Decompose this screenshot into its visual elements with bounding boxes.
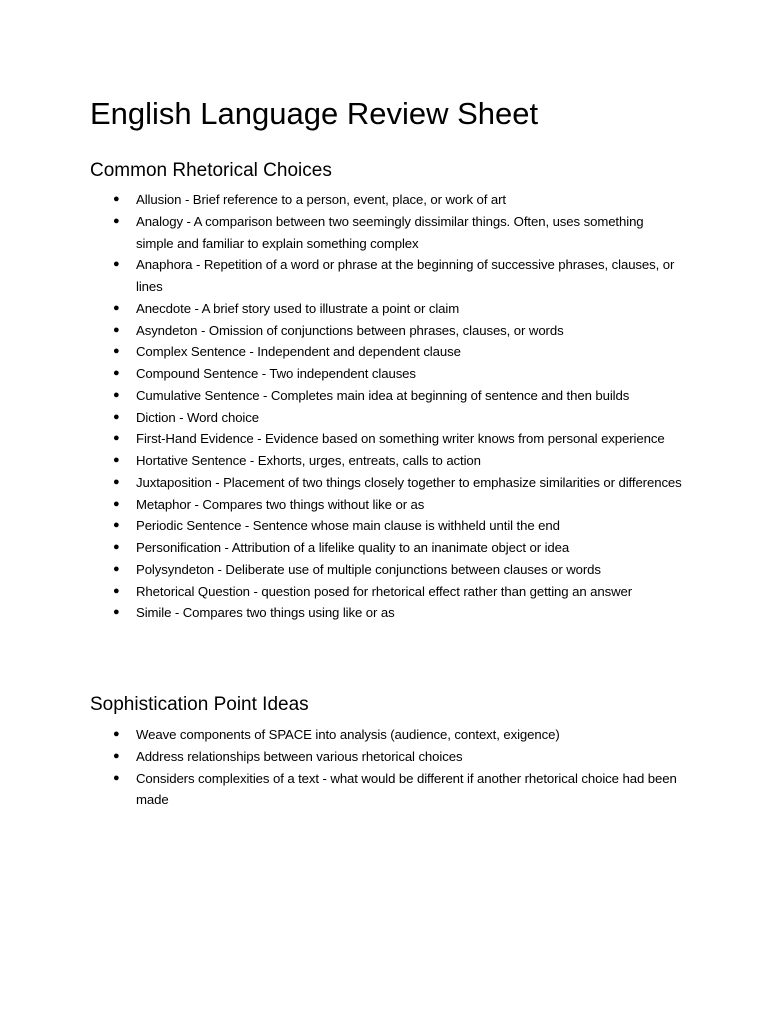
bullet-icon: ● [113, 519, 120, 532]
list-item-text: Polysyndeton - Deliberate use of multiple conjunctions between clauses or words [136, 561, 601, 577]
list-item-text: Periodic Sentence - Sentence whose main clause is withheld until the end [136, 518, 560, 534]
list-item [0, 472, 768, 494]
list-item-text: Rhetorical Question - question posed for rhetorical effect rather than getting an answer [136, 583, 633, 599]
bullet-icon: ● [113, 432, 120, 445]
bullet-icon: ● [113, 606, 120, 619]
list-item [0, 320, 768, 342]
bullet-icon: ● [113, 584, 120, 597]
sophistication-ideas-list [0, 724, 768, 811]
list-item-text: Asyndeton - Omission of conjunctions between phrases, clauses, or words [136, 322, 564, 338]
list-item [0, 407, 768, 429]
section-heading-rhetorical-choices: Common Rhetorical Choices [90, 160, 332, 181]
list-item [0, 428, 768, 450]
bullet-icon: ● [113, 749, 120, 762]
bullet-icon: ● [113, 728, 120, 740]
list-item-text: Address relationships between various rhetorical choices [136, 748, 463, 764]
list-item-text: Cumulative Sentence - Completes main idea at beginning of sentence and then builds [136, 387, 630, 403]
bullet-icon: ● [113, 497, 120, 510]
list-item-text: Juxtaposition - Placement of two things closely together to emphasize similarities or differences [136, 474, 682, 490]
list-item [0, 450, 768, 472]
document-title: English Language Review Sheet [90, 96, 539, 131]
list-item [0, 602, 768, 624]
bullet-icon: ● [113, 541, 120, 553]
list-item-text: Metaphor - Compares two things without like or as [136, 496, 425, 512]
list-item [0, 515, 768, 537]
list-item-text: Considers complexities of a text - what would be different if another rhetorical choice had been made [136, 770, 677, 808]
list-item-text: Simile - Compares two things using like or as [136, 605, 395, 621]
bullet-icon: ● [113, 345, 120, 358]
list-item-text: Anaphora - Repetition of a word or phrase at the beginning of successive phrases, clauses, or lines [136, 257, 675, 294]
list-item [0, 559, 768, 581]
bullet-icon: ● [113, 388, 120, 401]
rhetorical-choices-list [0, 189, 768, 624]
list-item [0, 581, 768, 603]
list-item-text: Diction - Word choice [136, 409, 259, 425]
list-item [0, 746, 768, 768]
list-item-text: Analogy - A comparison between two seemingly dissimilar things. Often, uses something simple and familiar to explain something complex [136, 213, 644, 251]
bullet-icon: ● [113, 323, 120, 336]
bullet-icon: ● [113, 258, 120, 271]
bullet-icon: ● [113, 367, 120, 379]
list-item [0, 211, 768, 255]
bullet-icon: ● [113, 193, 120, 205]
bullet-icon: ● [113, 410, 120, 423]
section-heading-sophistication-point: Sophistication Point Ideas [90, 694, 309, 715]
list-item [0, 385, 768, 407]
list-item-text: Complex Sentence - Independent and dependent clause [136, 344, 461, 360]
bullet-icon: ● [113, 771, 120, 784]
list-item [0, 768, 768, 812]
list-item [0, 363, 768, 385]
bullet-icon: ● [113, 214, 120, 227]
list-item [0, 341, 768, 363]
list-item [0, 254, 768, 298]
list-item [0, 724, 768, 746]
list-item-text: Allusion - Brief reference to a person, event, place, or work of art [136, 192, 506, 207]
list-item [0, 537, 768, 559]
bullet-icon: ● [113, 454, 120, 466]
list-item [0, 494, 768, 516]
list-item-text: Hortative Sentence - Exhorts, urges, entreats, calls to action [136, 453, 481, 468]
list-item-text: Anecdote - A brief story used to illustrate a point or claim [136, 300, 460, 316]
list-item [0, 189, 768, 211]
list-item [0, 298, 768, 320]
bullet-icon: ● [113, 301, 120, 314]
list-item-text: First-Hand Evidence - Evidence based on something writer knows from personal experience [136, 431, 665, 447]
list-item-text: Weave components of SPACE into analysis (audience, context, exigence) [136, 727, 560, 742]
bullet-icon: ● [113, 475, 120, 488]
list-item-text: Personification - Attribution of a lifelike quality to an inanimate object or idea [136, 540, 570, 555]
list-item-text: Compound Sentence - Two independent clauses [136, 366, 416, 381]
bullet-icon: ● [113, 562, 120, 575]
